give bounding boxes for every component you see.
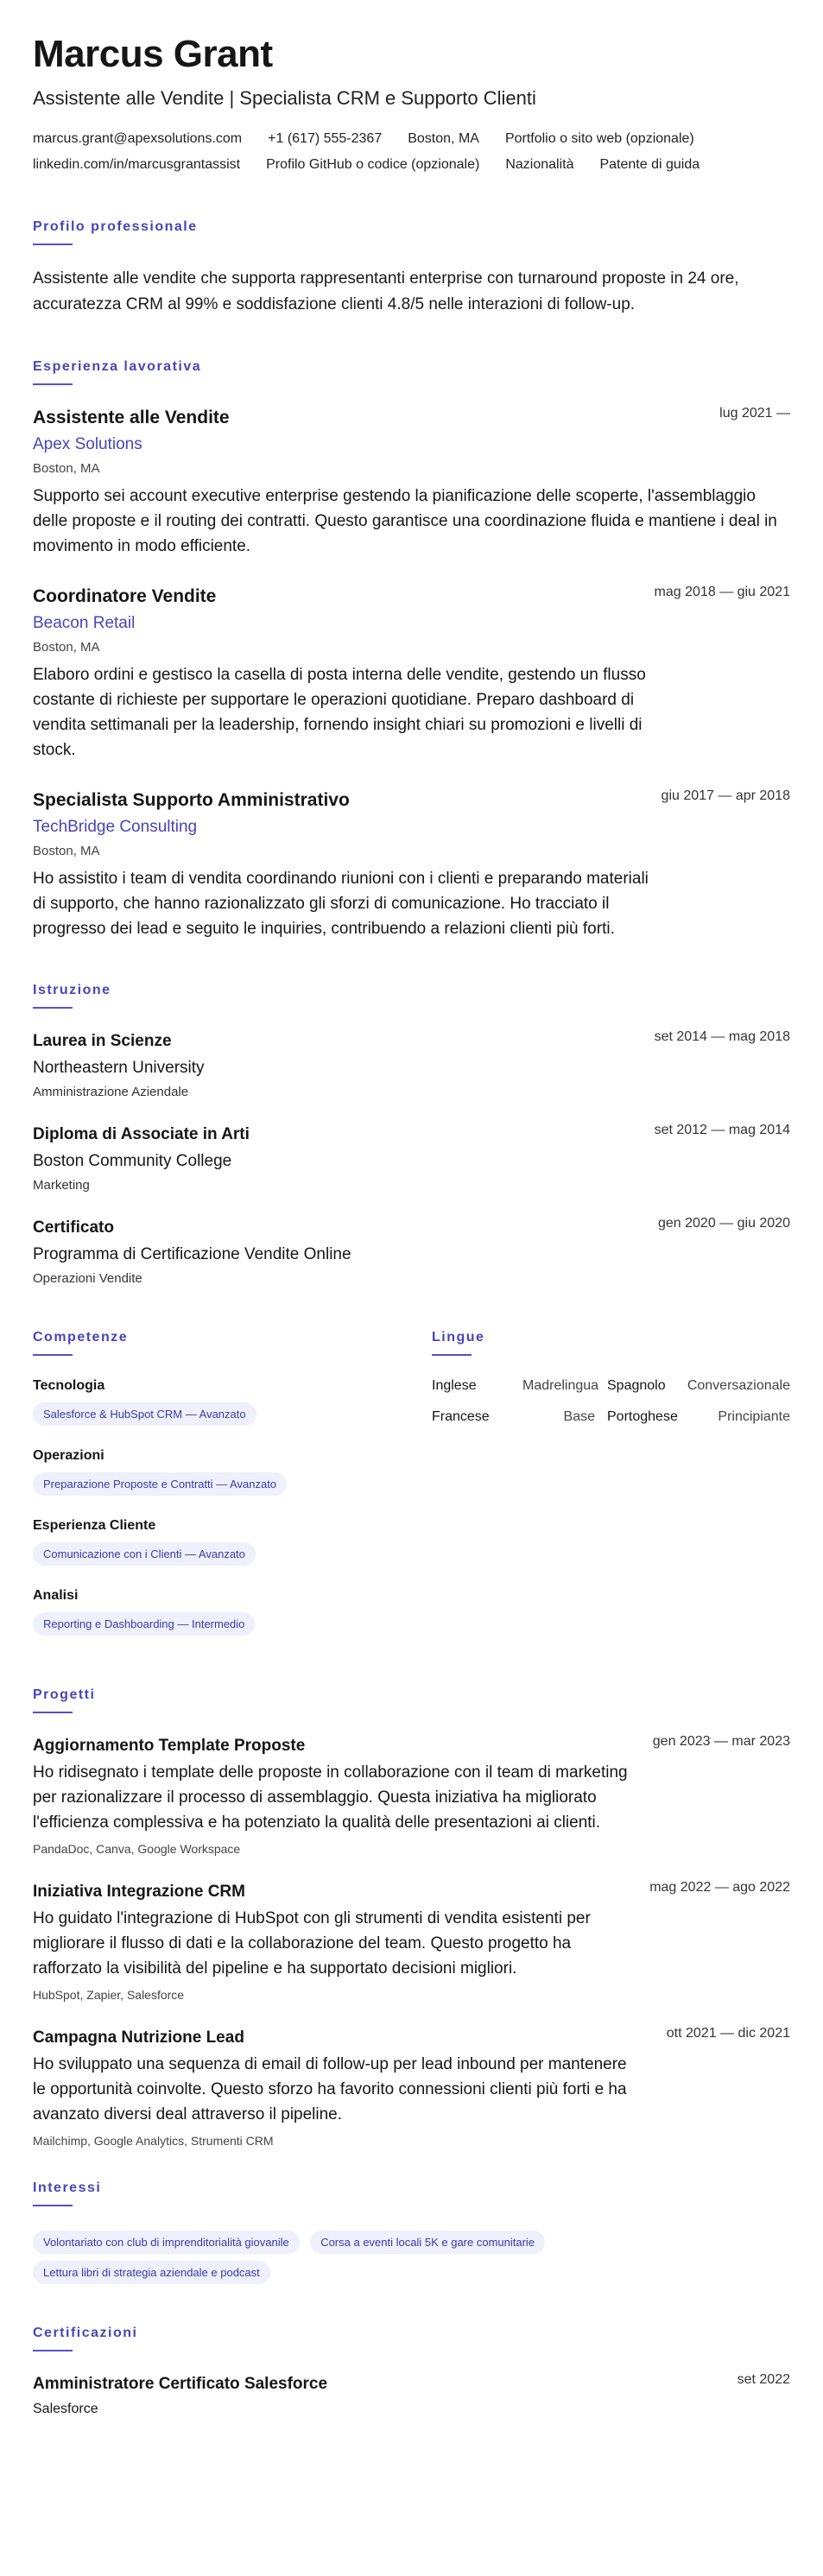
skill-chip: Comunicazione con i Clienti — Avanzato: [33, 1542, 256, 1566]
job-title: Specialista Supporto Amministrativo: [33, 790, 350, 810]
job-dates: giu 2017 — apr 2018: [661, 788, 790, 803]
education-entry: [33, 1029, 790, 1102]
experience-entry: [33, 788, 790, 941]
skill-group: [33, 1516, 432, 1566]
project-description: Ho guidato l'integrazione di HubSpot con gli strumenti di vendita esistenti per migliorare il flusso di dati e la collaborazione del team. Questo progetto ha rafforzato la visibilità del pipeline e ha supportato decisioni migliori.: [33, 1909, 591, 1978]
section-title-interests: Interessi: [33, 2180, 102, 2195]
company-name: TechBridge Consulting: [33, 818, 198, 836]
section-title-experience: Esperienza lavorativa: [33, 359, 202, 374]
project-dates: mag 2022 — ago 2022: [649, 1880, 790, 1895]
phone-number[interactable]: +1 (617) 555-2367: [268, 131, 383, 146]
education-entry: [33, 1123, 790, 1195]
skill-category: Analisi: [33, 1588, 79, 1603]
job-location: Boston, MA: [33, 640, 100, 655]
location: Boston, MA: [408, 131, 479, 146]
skills-languages-row: [33, 1330, 790, 1656]
interests-section: [33, 2180, 790, 2284]
experience-entry: [33, 585, 790, 763]
skills-section: [33, 1330, 432, 1656]
project-entry: [33, 1880, 790, 2003]
language-level: Conversazionale: [687, 1378, 790, 1393]
section-title-projects: Progetti: [33, 1687, 96, 1702]
projects-section: [33, 1687, 790, 2149]
section-divider: [33, 2350, 73, 2351]
job-dates: mag 2018 — giu 2021: [654, 585, 790, 599]
skill-group: [33, 1377, 432, 1426]
experience-entry: [33, 406, 790, 559]
job-description: Ho assistito i team di vendita coordinando riunioni con i clienti e preparando materiali di supporto, che hanno razionalizzato gli sforzi di comunicazione. Ho tracciato il progresso dei lead e seguito le inquiries, contribuendo a relazioni clienti più forti.: [33, 870, 649, 938]
project-description: Ho ridisegnato i template delle proposte in collaborazione con il team di marketing per razionalizzare il processo di assemblaggio. Questa iniziativa ha migliorato l'efficienza complessiva e ha potenziato la qualità delle presentazioni ai clienti.: [33, 1763, 628, 1832]
section-divider: [33, 1007, 73, 1009]
job-location: Boston, MA: [33, 461, 100, 476]
degree-title: Certificato: [33, 1218, 114, 1237]
contact-row-1: [33, 126, 790, 152]
project-tools: PandaDoc, Canva, Google Workspace: [33, 1842, 241, 1856]
section-divider: [33, 383, 73, 385]
skill-chip: Salesforce & HubSpot CRM — Avanzato: [33, 1402, 256, 1426]
skill-chip: Reporting e Dashboarding — Intermedio: [33, 1612, 255, 1636]
contact-row-2: [33, 152, 790, 178]
project-name: Aggiornamento Template Proposte: [33, 1737, 306, 1755]
nationality: Nazionalità: [505, 157, 574, 172]
education-dates: set 2014 — mag 2018: [654, 1029, 790, 1044]
school-name: Programma di Certificazione Vendite Online: [33, 1245, 351, 1263]
degree-title: Diploma di Associate in Arti: [33, 1125, 250, 1143]
certifications-section: [33, 2326, 790, 2419]
education-dates: set 2012 — mag 2014: [654, 1123, 790, 1137]
interest-chip: Volontariato con club di imprenditorialità giovanile: [33, 2231, 300, 2254]
section-divider: [33, 1354, 73, 1356]
headline: Assistente alle Vendite | Specialista CRM e Supporto Clienti: [33, 87, 536, 109]
section-title-profile: Profilo professionale: [33, 219, 198, 234]
skill-chip: Preparazione Proposte e Contratti — Avanzato: [33, 1472, 287, 1496]
certification-entry: [33, 2372, 790, 2419]
education-section: [33, 983, 790, 1288]
project-entry: [33, 2026, 790, 2149]
skill-category: Esperienza Cliente: [33, 1518, 156, 1533]
section-divider: [432, 1354, 472, 1356]
project-dates: gen 2023 — mar 2023: [652, 1734, 790, 1749]
project-name: Campagna Nutrizione Lead: [33, 2029, 244, 2047]
profile-section: [33, 219, 790, 318]
driving-license: Patente di guida: [599, 157, 700, 172]
job-dates: lug 2021 —: [719, 406, 790, 421]
section-divider: [33, 2205, 73, 2206]
profile-summary: Assistente alle vendite che supporta rappresentanti enterprise con turnaround proposte in 24 ore, accuratezza CRM al 99% e soddisfazione clienti 4.8/5 nelle interazioni di follow-up.: [33, 269, 739, 313]
job-description: Elaboro ordini e gestisco la casella di posta interna delle vendite, gestendo un flusso costante di richieste per supportare le operazioni quotidiane. Preparo dashboard di vendita settimanali per la leadership, fornendo insight chiari su promozioni e livelli di stock.: [33, 666, 646, 759]
degree-title: Laurea in Scienze: [33, 1032, 172, 1050]
skill-group: [33, 1446, 432, 1496]
education-entry: [33, 1216, 790, 1288]
section-divider: [33, 1712, 73, 1713]
interests-list: [33, 2224, 689, 2284]
field-of-study: Marketing: [33, 1178, 90, 1193]
language-name: Spagnolo: [607, 1378, 666, 1393]
language-name: Inglese: [432, 1378, 477, 1393]
job-location: Boston, MA: [33, 844, 100, 858]
email-link[interactable]: marcus.grant@apexsolutions.com: [33, 131, 243, 146]
project-description: Ho sviluppato una sequenza di email di follow-up per lead inbound per mantenere le opportunità coinvolte. Questo sforzo ha favorito connessioni clienti più forti e ha avanzato diversi deal attraverso il pipeline.: [33, 2055, 627, 2123]
skill-category: Operazioni: [33, 1448, 104, 1463]
field-of-study: Amministrazione Aziendale: [33, 1085, 189, 1099]
github-link[interactable]: Profilo GitHub o codice (opzionale): [266, 157, 480, 172]
skill-category: Tecnologia: [33, 1378, 105, 1393]
language-level: Madrelingua: [522, 1378, 599, 1393]
education-dates: gen 2020 — giu 2020: [657, 1216, 790, 1231]
section-title-skills: Competenze: [33, 1330, 129, 1345]
school-name: Northeastern University: [33, 1059, 205, 1077]
contact-info: [33, 126, 790, 178]
language-name: Portoghese: [607, 1409, 678, 1424]
project-name: Iniziativa Integrazione CRM: [33, 1883, 245, 1901]
language-name: Francese: [432, 1409, 490, 1424]
company-name: Apex Solutions: [33, 435, 142, 453]
certification-issuer: Salesforce: [33, 2402, 98, 2416]
candidate-name: Marcus Grant: [33, 33, 273, 75]
company-name: Beacon Retail: [33, 614, 136, 632]
section-divider: [33, 244, 73, 245]
language-level: Principiante: [718, 1409, 790, 1424]
experience-section: [33, 359, 790, 941]
portfolio-link[interactable]: Portfolio o sito web (opzionale): [504, 131, 694, 146]
language-level: Base: [563, 1409, 595, 1424]
interest-chip: Lettura libri di strategia aziendale e podcast: [33, 2261, 270, 2284]
project-tools: HubSpot, Zapier, Salesforce: [33, 1988, 185, 2002]
field-of-study: Operazioni Vendite: [33, 1271, 142, 1286]
section-title-education: Istruzione: [33, 983, 111, 997]
interest-chip: Corsa a eventi locali 5K e gare comunitarie: [310, 2231, 545, 2254]
languages-section: [432, 1330, 790, 1656]
linkedin-link[interactable]: linkedin.com/in/marcusgrantassist: [33, 157, 241, 172]
school-name: Boston Community College: [33, 1152, 232, 1170]
languages-grid: [432, 1377, 790, 1427]
certification-date: set 2022: [737, 2372, 790, 2387]
job-title: Coordinatore Vendite: [33, 586, 217, 606]
job-description: Supporto sei account executive enterprise gestendo la pianificazione delle scoperte, l'assemblaggio delle proposte e il routing dei contratti. Questo garantisce una coordinazione fluida e mantiene i deal in movimento in modo efficiente.: [33, 487, 777, 555]
project-entry: [33, 1734, 790, 1858]
project-tools: Mailchimp, Google Analytics, Strumenti CRM: [33, 2134, 274, 2148]
project-dates: ott 2021 — dic 2021: [666, 2026, 790, 2041]
skill-group: [33, 1586, 432, 1636]
certification-name: Amministratore Certificato Salesforce: [33, 2375, 328, 2393]
section-title-languages: Lingue: [432, 1330, 485, 1345]
section-title-certifications: Certificazioni: [33, 2326, 138, 2340]
job-title: Assistente alle Vendite: [33, 408, 230, 427]
